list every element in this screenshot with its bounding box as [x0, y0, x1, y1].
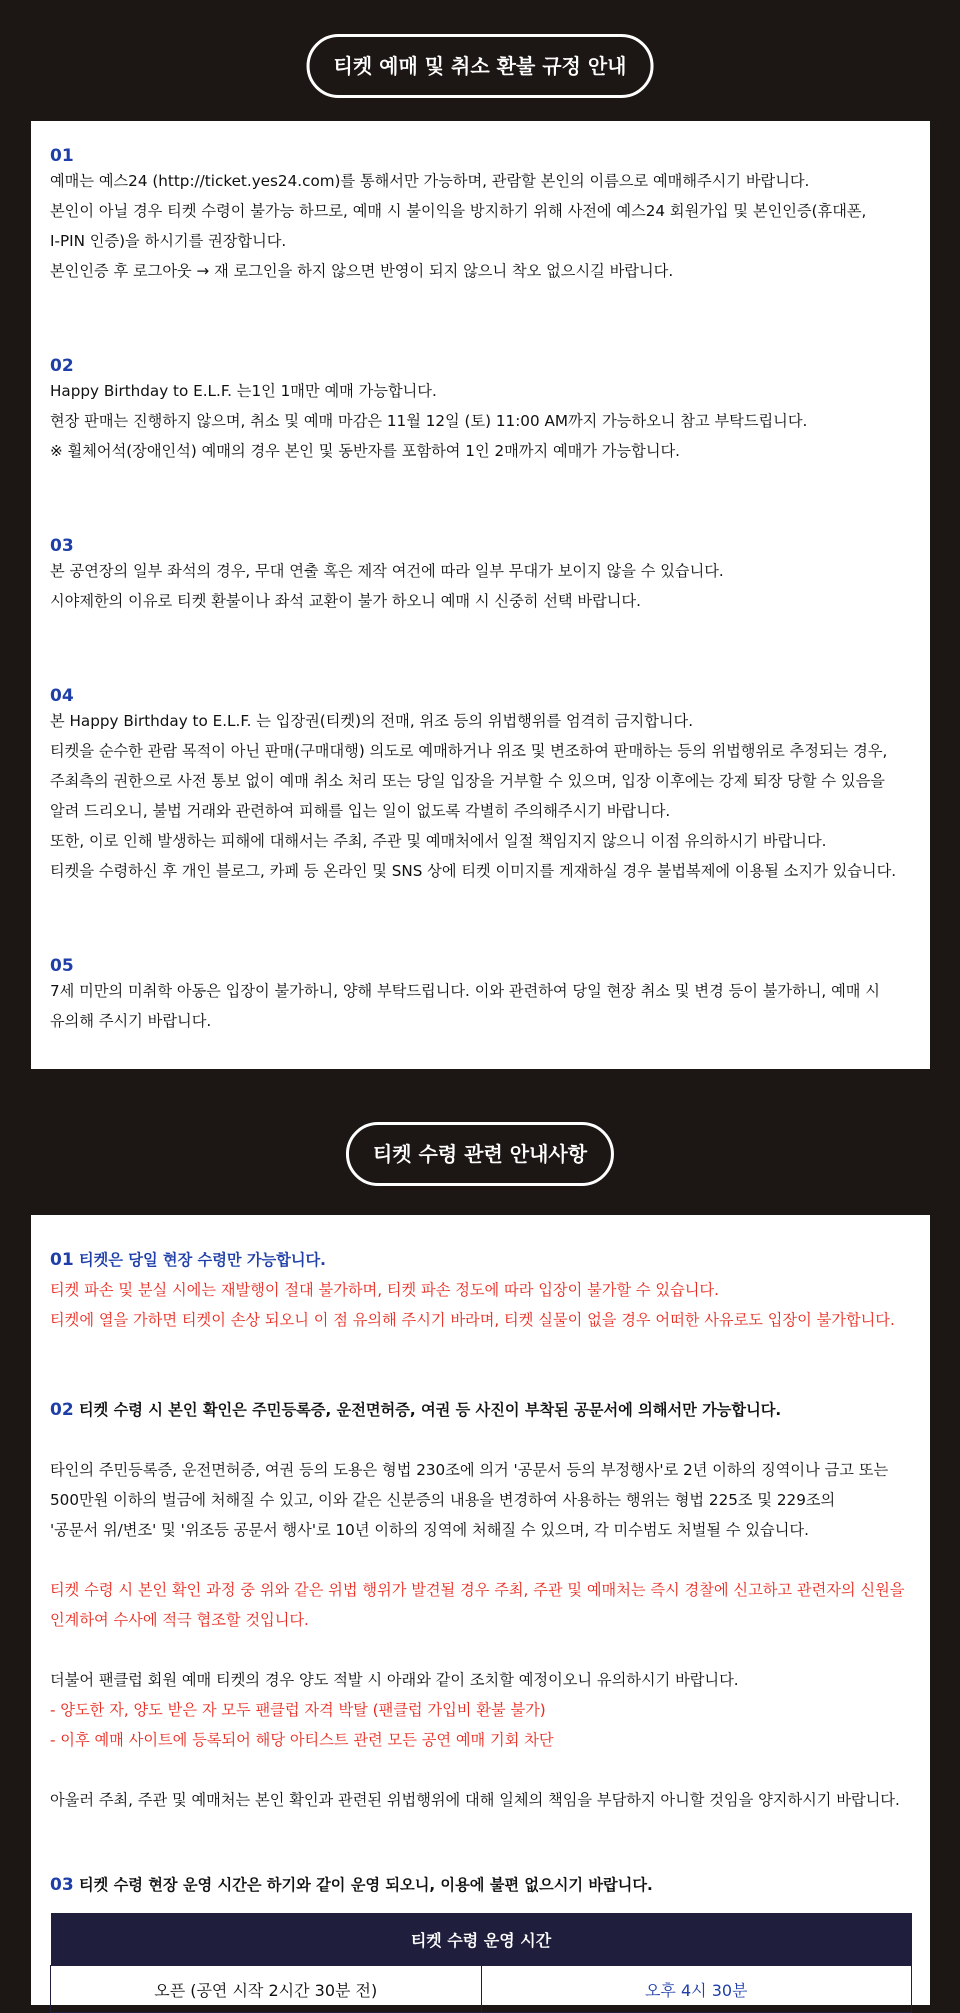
refund-policy-panel: [31, 121, 930, 1069]
warning-text: 티켓 수령 시 본인 확인 과정 중 위와 같은 위법 행위가 발견될 경우 주최, 주관 및 예매처는 즉시 경찰에 신고하고 관련자의 신원을: [50, 1581, 905, 1599]
item-text: 타인의 주민등록증, 운전면허증, 여권 등의 도용은 형법 230조에 의거 '공문서 등의 부정행사'로 2년 이하의 징역이나 금고 또는: [50, 1461, 889, 1479]
item-number: 03: [50, 536, 74, 556]
item-text: '공문서 위/변조' 및 '위조등 공문서 행사'로 10년 이하의 징역에 처해질 수 있으며, 각 미수범도 처벌될 수 있습니다.: [50, 1521, 809, 1539]
policy-item-04: [50, 686, 920, 886]
item-heading: 티켓은 당일 현장 수령만 가능합니다.: [78, 1251, 326, 1269]
warning-bullet: - 양도한 자, 양도 받은 자 모두 팬클럽 자격 박탈 (팬클럽 가입비 환불 불가): [50, 1701, 546, 1719]
table-title: 티켓 수령 운영 시간: [51, 1913, 912, 1966]
item-text: 주최측의 권한으로 사전 통보 없이 예매 취소 처리 또는 당일 입장을 거부할 수 있으며, 입장 이후에는 강제 퇴장 당할 수 있음을: [50, 772, 885, 790]
row-label: 오픈 (공연 시작 2시간 30분 전): [51, 1966, 482, 2013]
warning-text: 티켓 파손 및 분실 시에는 재발행이 절대 불가하며, 티켓 파손 정도에 따라 입장이 불가할 수 있습니다.: [50, 1281, 719, 1299]
item-text: 티켓을 순수한 관람 목적이 아닌 판매(구매대행) 의도로 예매하거나 위조 및 변조하여 판매하는 등의 위법행위로 추정되는 경우,: [50, 742, 888, 760]
section2-title: 티켓 수령 관련 안내사항: [346, 1122, 614, 1186]
item-number: 02: [50, 1400, 74, 1420]
item-text: 티켓을 수령하신 후 개인 블로그, 카페 등 온라인 및 SNS 상에 티켓 이미지를 게재하실 경우 불법복제에 이용될 소지가 있습니다.: [50, 862, 897, 880]
item-text: I-PIN 인증)을 하시기를 권장합니다.: [50, 232, 287, 250]
item-number: 01: [50, 146, 74, 166]
policy-item-05: [50, 956, 920, 1036]
policy-item-02: [50, 356, 920, 466]
fanclub-transfer-paragraph: [50, 1665, 920, 1755]
item-heading: 티켓 수령 현장 운영 시간은 하기와 같이 운영 되오니, 이용에 불편 없으시기 바랍니다.: [78, 1876, 653, 1894]
item-text: 또한, 이로 인해 발생하는 피해에 대해서는 주최, 주관 및 예매처에서 일절 책임지지 않으니 이점 유의하시기 바랍니다.: [50, 832, 827, 850]
police-report-paragraph: [50, 1575, 920, 1635]
item-text: 알려 드리오니, 불법 거래와 관련하여 피해를 입는 일이 없도록 각별히 주의해주시기 바랍니다.: [50, 802, 671, 820]
item-text: 7세 미만의 미취학 아동은 입장이 불가하니, 양해 부탁드립니다. 이와 관련하여 당일 현장 취소 및 변경 등이 불가하니, 예매 시: [50, 982, 880, 1000]
item-text: 현장 판매는 진행하지 않으며, 취소 및 예매 마감은 11월 12일 (토) 11:00 AM까지 가능하오니 참고 부탁드립니다.: [50, 412, 808, 430]
item-text: 본 Happy Birthday to E.L.F. 는 입장권(티켓)의 전매, 위조 등의 위법행위를 엄격히 금지합니다.: [50, 712, 694, 730]
section1-title: 티켓 예매 및 취소 환불 규정 안내: [307, 34, 654, 98]
warning-bullet: - 이후 예매 사이트에 등록되어 해당 아티스트 관련 모든 공연 예매 기회 차단: [50, 1731, 554, 1749]
item-text: 본인이 아닐 경우 티켓 수령이 불가능 하므로, 예매 시 불이익을 방지하기 위해 사전에 예스24 회원가입 및 본인인증(휴대폰,: [50, 202, 867, 220]
id-misuse-paragraph: [50, 1455, 920, 1545]
liability-paragraph: [50, 1785, 920, 1815]
item-text: 본 공연장의 일부 좌석의 경우, 무대 연출 혹은 제작 여건에 따라 일부 무대가 보이지 않을 수 있습니다.: [50, 562, 724, 580]
operating-hours-table: [50, 1913, 912, 2013]
item-text: ※ 휠체어석(장애인석) 예매의 경우 본인 및 동반자를 포함하여 1인 2매까지 예매가 가능합니다.: [50, 442, 680, 460]
item-number: 04: [50, 686, 74, 706]
item-number: 03: [50, 1875, 74, 1895]
item-text: 시야제한의 이유로 티켓 환불이나 좌석 교환이 불가 하오니 예매 시 신중히 선택 바랍니다.: [50, 592, 641, 610]
item-text: 500만원 이하의 벌금에 처해질 수 있고, 이와 같은 신분증의 내용을 변경하여 사용하는 행위는 형법 225조 및 229조의: [50, 1491, 836, 1509]
item-number: 02: [50, 356, 74, 376]
item-heading: 티켓 수령 시 본인 확인은 주민등록증, 운전면허증, 여권 등 사진이 부착된 공문서에 의해서만 가능합니다.: [78, 1401, 782, 1419]
item-text: 유의해 주시기 바랍니다.: [50, 1012, 212, 1030]
item-number: 05: [50, 956, 74, 976]
ticket-pickup-panel: [31, 1215, 930, 2005]
item-text: 예매는 예스24 (http://ticket.yes24.com)를 통해서만 가능하며, 관람할 본인의 이름으로 예매해주시기 바랍니다.: [50, 172, 810, 190]
item-number: 01: [50, 1250, 74, 1270]
table-row: [51, 1966, 912, 2013]
item-text: Happy Birthday to E.L.F. 는1인 1매만 예매 가능합니다.: [50, 382, 437, 400]
item-text: 더불어 팬클럽 회원 예매 티켓의 경우 양도 적발 시 아래와 같이 조치할 예정이오니 유의하시기 바랍니다.: [50, 1671, 739, 1689]
row-value: 오후 4시 30분: [481, 1966, 912, 2013]
policy-item-03: [50, 536, 920, 616]
pickup-item-01: [50, 1245, 920, 1335]
policy-item-01: [50, 146, 920, 286]
pickup-item-02: [50, 1395, 920, 1425]
pickup-item-03: [50, 1870, 920, 1900]
warning-text: 티켓에 열을 가하면 티켓이 손상 되오니 이 점 유의해 주시기 바라며, 티켓 실물이 없을 경우 어떠한 사유로도 입장이 불가합니다.: [50, 1311, 895, 1329]
item-text: 본인인증 후 로그아웃 → 재 로그인을 하지 않으면 반영이 되지 않으니 착오 없으시길 바랍니다.: [50, 262, 674, 280]
item-text: 아울러 주최, 주관 및 예매처는 본인 확인과 관련된 위법행위에 대해 일체의 책임을 부담하지 아니할 것임을 양지하시기 바랍니다.: [50, 1791, 900, 1809]
warning-text: 인계하여 수사에 적극 협조할 것입니다.: [50, 1611, 309, 1629]
